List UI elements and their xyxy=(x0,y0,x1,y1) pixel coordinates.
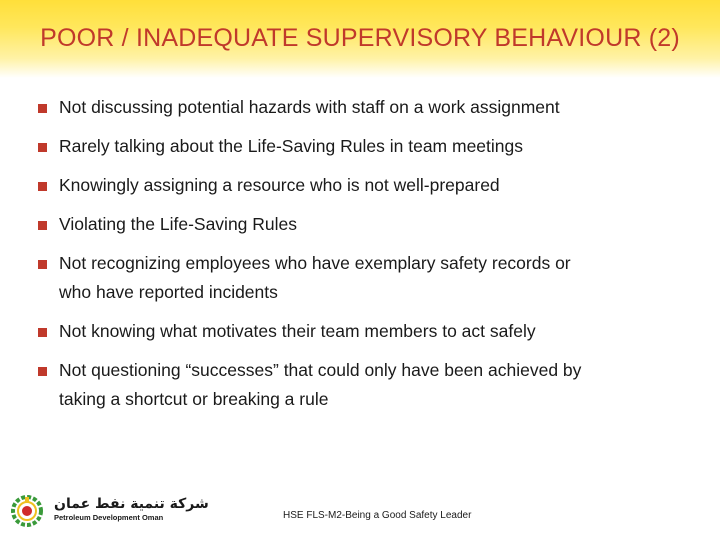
footer-caption: HSE FLS-M2-Being a Good Safety Leader xyxy=(283,510,472,521)
bullet-text: Knowingly assigning a resource who is not well-prepared xyxy=(59,175,500,195)
company-logo xyxy=(10,494,209,528)
bullet-text-continued: who have reported incidents xyxy=(59,282,278,302)
slide-title: POOR / INADEQUATE SUPERVISORY BEHAVIOUR (2) xyxy=(40,24,680,52)
square-bullet-icon xyxy=(38,182,47,191)
square-bullet-icon xyxy=(38,328,47,337)
square-bullet-icon xyxy=(38,104,47,113)
bullet-text: Not recognizing employees who have exemplary safety records or xyxy=(59,253,571,273)
square-bullet-icon xyxy=(38,143,47,152)
bullet-text-continued: taking a shortcut or breaking a rule xyxy=(59,389,329,409)
bullet-item xyxy=(36,132,686,161)
square-bullet-icon xyxy=(38,367,47,376)
pdo-emblem-icon xyxy=(10,494,46,528)
bullet-item xyxy=(36,317,686,346)
logo-arabic-text: شركة تنمية نفط عمان xyxy=(54,496,209,512)
bullet-text: Not knowing what motivates their team members to act safely xyxy=(59,321,536,341)
bullet-text: Violating the Life-Saving Rules xyxy=(59,214,298,234)
bullet-item xyxy=(36,210,686,239)
bullet-text: Not discussing potential hazards with staff on a work assignment xyxy=(59,97,560,117)
square-bullet-icon xyxy=(38,260,47,269)
bullet-item xyxy=(36,356,686,414)
bullet-item xyxy=(36,93,686,122)
square-bullet-icon xyxy=(38,221,47,230)
bullet-item xyxy=(36,249,686,307)
bullet-text: Rarely talking about the Life-Saving Rules in team meetings xyxy=(59,136,523,156)
bullet-list xyxy=(36,93,686,414)
logo-english-text: Petroleum Development Oman xyxy=(54,513,164,522)
bullet-text: Not questioning “successes” that could only have been achieved by xyxy=(59,360,582,380)
bullet-item xyxy=(36,171,686,200)
